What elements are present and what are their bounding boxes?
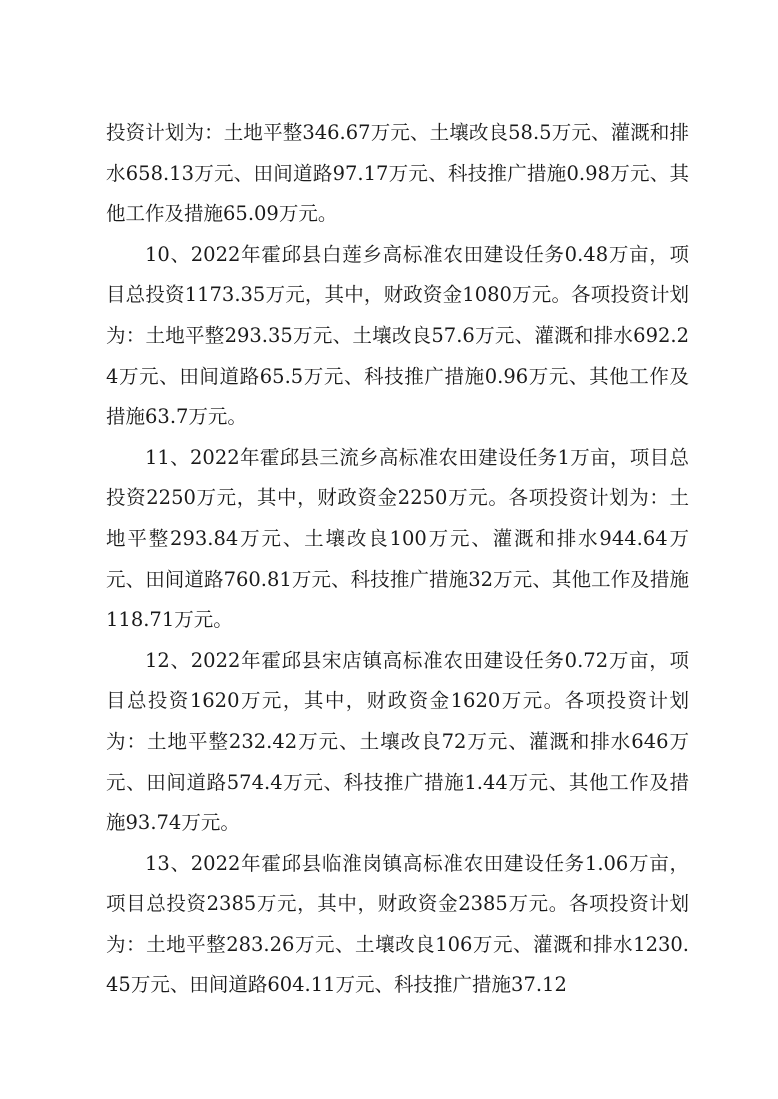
document-body bbox=[106, 113, 689, 1006]
paragraph-item-13-linhuaigang: 13、2022年霍邱县临淮岗镇高标准农田建设任务1.06万亩，项目总投资2385万元，其中，财政资金2385万元。各项投资计划为：土地平整283.26万元、土壤改良106万元、灌溉和排水1230.45万元、田间道路604.11万元、科技推广措施37.12 bbox=[106, 851, 689, 997]
paragraph-investment-plan-continued: 投资计划为：土地平整346.67万元、土壤改良58.5万元、灌溉和排水658.13万元、田间道路97.17万元、科技推广措施0.98万元、其他工作及措施65.09万元。 bbox=[106, 121, 689, 226]
paragraph-item-10-bailian: 10、2022年霍邱县白莲乡高标准农田建设任务0.48万亩，项目总投资1173.35万元，其中，财政资金1080万元。各项投资计划为：土地平整293.35万元、土壤改良57.6万元、灌溉和排水692.24万元、田间道路65.5万元、科技推广措施0.96万元、其他工作及措施63.7万元。 bbox=[106, 242, 689, 429]
paragraph-item-12-songdian: 12、2022年霍邱县宋店镇高标准农田建设任务0.72万亩，项目总投资1620万元，其中，财政资金1620万元。各项投资计划为：土地平整232.42万元、土壤改良72万元、灌溉和排水646万元、田间道路574.4万元、科技推广措施1.44万元、其他工作及措施93.74万元。 bbox=[106, 648, 689, 835]
paragraph-item-11-sanliu: 11、2022年霍邱县三流乡高标准农田建设任务1万亩，项目总投资2250万元，其中，财政资金2250万元。各项投资计划为：土地平整293.84万元、土壤改良100万元、灌溉和排水944.64万元、田间道路760.81万元、科技推广措施32万元、其他工作及措施118.71万元。 bbox=[106, 445, 689, 632]
